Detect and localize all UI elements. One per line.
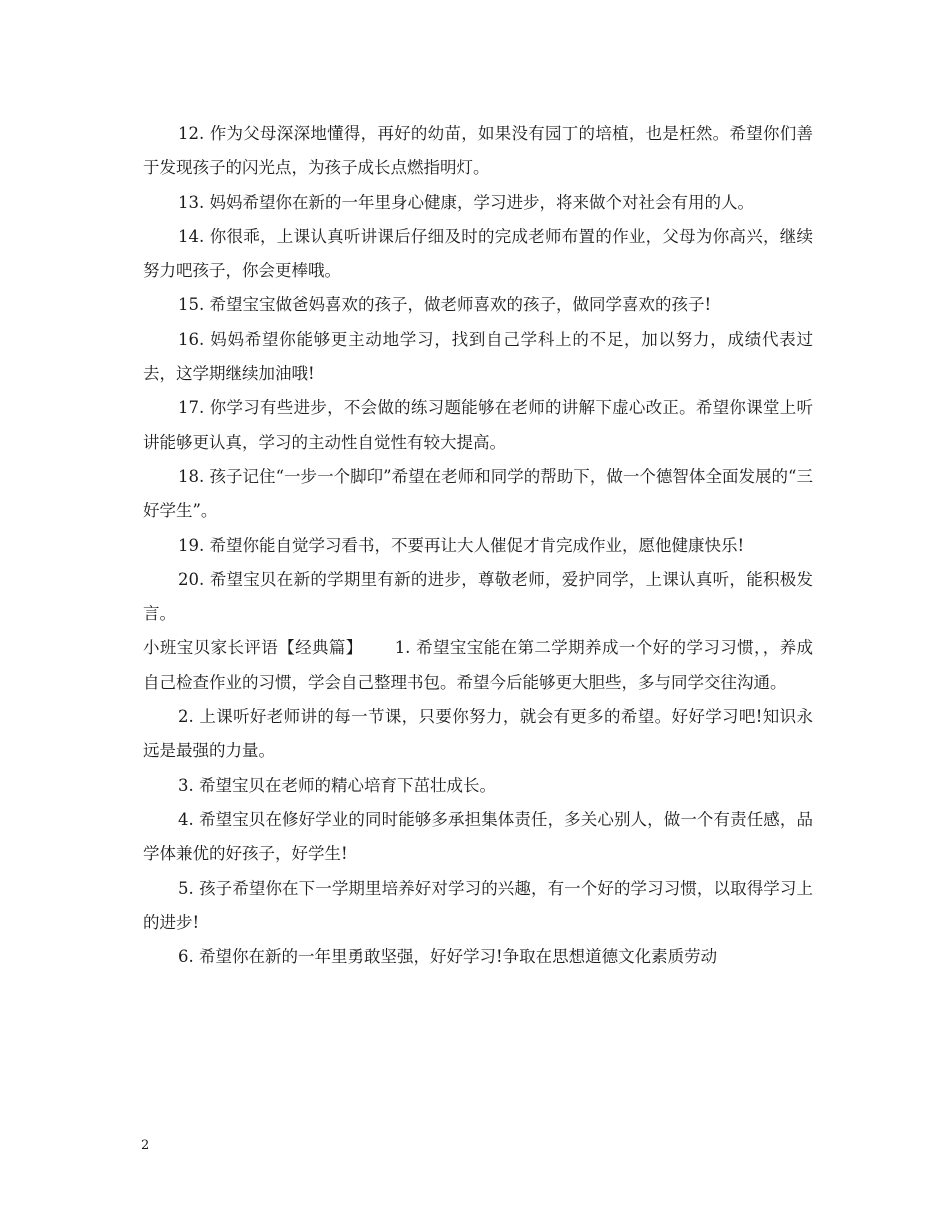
page-number: 2 <box>141 1138 150 1153</box>
section-heading: 小班宝贝家长评语【经典篇】 <box>143 638 363 658</box>
section-paragraph <box>143 631 813 700</box>
section-item-4: 4. 希望宝贝在修好学业的同时能够多承担集体责任，多关心别人，做一个有责任感，品学体兼优的好孩子，好学生! <box>143 809 813 864</box>
paragraph-item-20: 20. 希望宝贝在新的学期里有新的进步，尊敬老师，爱护同学，上课认真听，能积极发言。 <box>143 569 813 624</box>
paragraph-item-13: 13. 妈妈希望你在新的一年里身心健康，学习进步，将来做个对社会有用的人。 <box>178 192 754 212</box>
section-item-5: 5. 孩子希望你在下一学期里培养好对学习的兴趣，有一个好的学习习惯，以取得学习上的进步! <box>143 878 813 932</box>
paragraph-item-15: 15. 希望宝宝做爸妈喜欢的孩子，做老师喜欢的孩子，做同学喜欢的孩子! <box>178 295 712 315</box>
section-item-3: 3. 希望宝贝在老师的精心培育下茁壮成长。 <box>178 775 496 795</box>
section-item-6: 6. 希望你在新的一年里勇敢坚强，好好学习!争取在思想道德文化素质劳动 <box>178 947 718 967</box>
paragraph-item-19: 19. 希望你能自觉学习看书，不要再让大人催促才肯完成作业，愿他健康快乐! <box>178 535 745 555</box>
paragraph-item-16: 16. 妈妈希望你能够更主动地学习，找到自己学科上的不足，加以努力，成绩代表过去，这学期继续加油哦! <box>143 329 813 384</box>
section-item-1: 1. 希望宝宝能在第二学期养成一个好的学习习惯，，养成自己检查作业的习惯，学会自己整理书包。希望今后能够更大胆些，多与同学交往沟通。 <box>143 638 813 692</box>
paragraph-item-12: 12. 作为父母深深地懂得，再好的幼苗，如果没有园丁的培植，也是枉然。希望你们善于发现孩子的闪光点，为孩子成长点燃指明灯。 <box>143 124 813 178</box>
paragraph-item-17: 17. 你学习有些进步，不会做的练习题能够在老师的讲解下虚心改正。希望你课堂上听讲能够更认真，学习的主动性自觉性有较大提高。 <box>143 398 813 452</box>
section-item-2: 2. 上课听好老师讲的每一节课，只要你努力，就会有更多的希望。好好学习吧!知识永远是最强的力量。 <box>143 707 813 761</box>
paragraph-item-14: 14. 你很乖，上课认真听讲课后仔细及时的完成老师布置的作业，父母为你高兴，继续努力吧孩子，你会更棒哦。 <box>143 226 813 281</box>
document-body <box>143 117 813 974</box>
paragraph-item-18: 18. 孩子记住“一步一个脚印”希望在老师和同学的帮助下，做一个德智体全面发展的“三好学生”。 <box>143 466 813 521</box>
